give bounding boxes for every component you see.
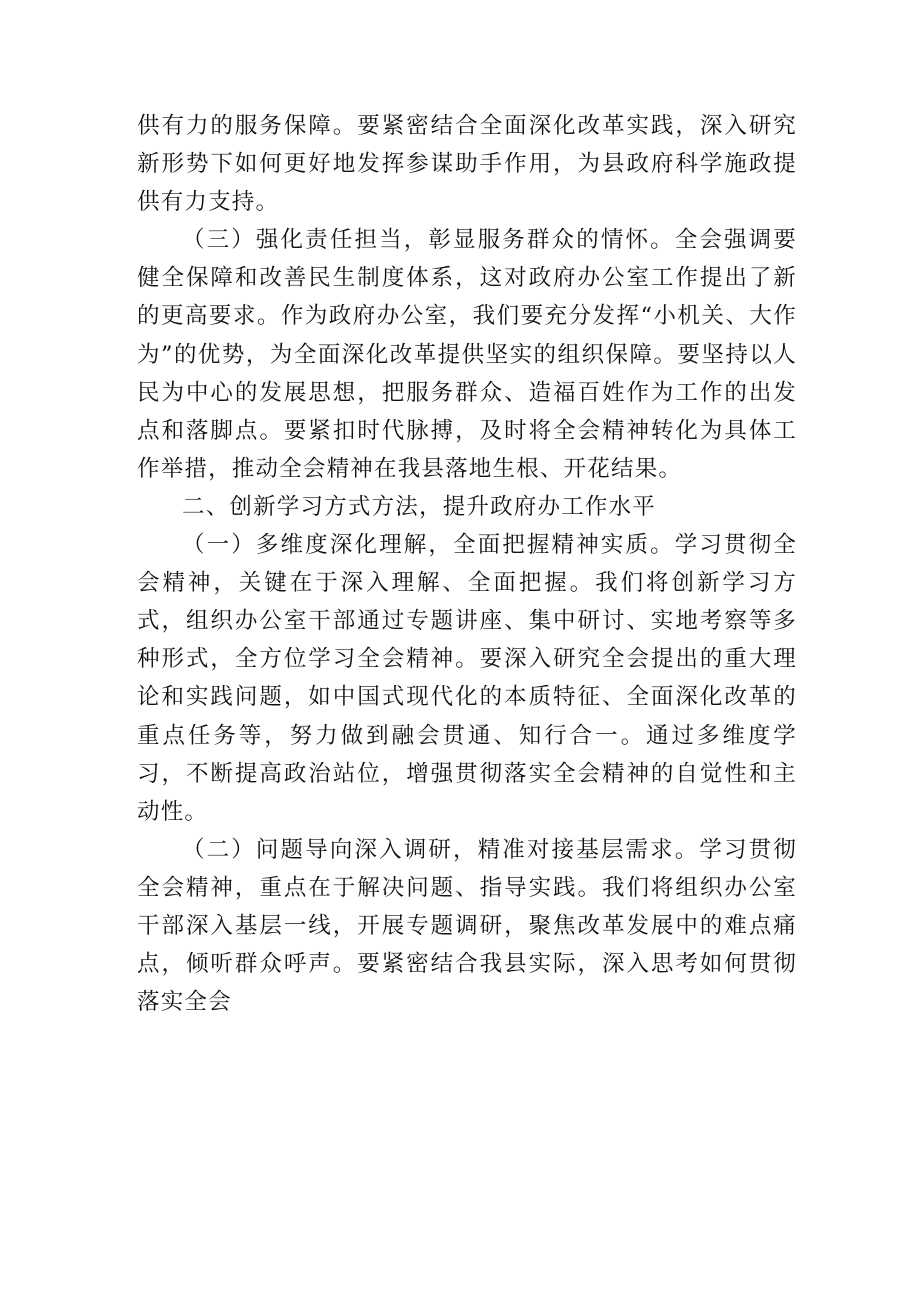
- paragraph-section-three: （三）强化责任担当，彰显服务群众的情怀。全会强调要健全保障和改善民生制度体系，这对政府办公室工作提出了新的更高要求。作为政府办公室，我们要充分发挥“小机关、大作为”的优势，为全面深化改革提供坚实的组织保障。要坚持以人民为中心的发展思想，把服务群众、造福百姓作为工作的出发点和落脚点。要紧扣时代脉搏，及时将全会精神转化为具体工作举措，推动全会精神在我县落地生根、开花结果。: [137, 227, 797, 482]
- paragraph-subsection-one: （一）多维度深化理解，全面把握精神实质。学习贯彻全会精神，关键在于深入理解、全面把握。我们将创新学习方式，组织办公室干部通过专题讲座、集中研讨、实地考察等多种形式，全方位学习全会精神。要深入研究全会提出的重大理论和实践问题，如中国式现代化的本质特征、全面深化改革的重点任务等，努力做到融会贯通、知行合一。通过多维度学习，不断提高政治站位，增强贯彻落实全会精神的自觉性和主动性。: [137, 532, 797, 825]
- section-heading-two: 二、创新学习方式方法，提升政府办工作水平: [182, 493, 657, 520]
- document-body: [137, 107, 797, 1021]
- paragraph-continuation: 供有力的服务保障。要紧密结合全面深化改革实践，深入研究新形势下如何更好地发挥参谋助手作用，为县政府科学施政提供有力支持。: [137, 113, 797, 216]
- paragraph-subsection-two: （二）问题导向深入调研，精准对接基层需求。学习贯彻全会精神，重点在于解决问题、指导实践。我们将组织办公室干部深入基层一线，开展专题调研，聚焦改革发展中的难点痛点，倾听群众呼声。要紧密结合我县实际，深入思考如何贯彻落实全会: [137, 836, 797, 1016]
